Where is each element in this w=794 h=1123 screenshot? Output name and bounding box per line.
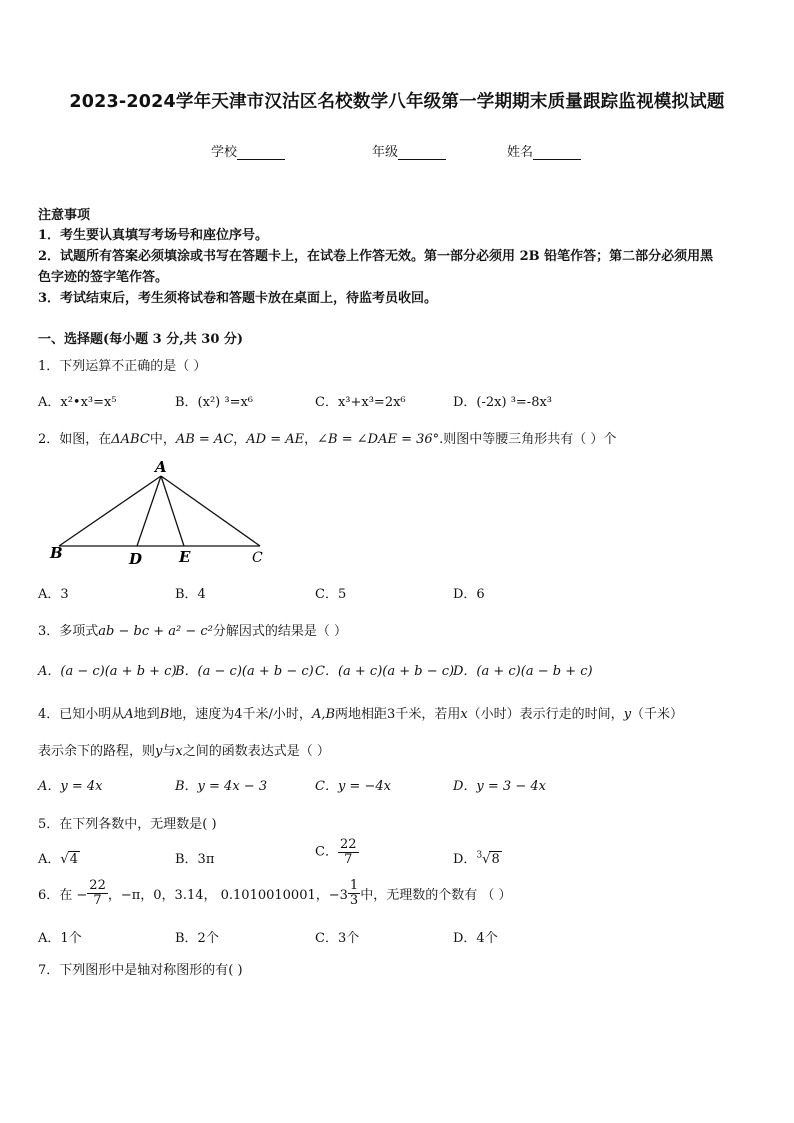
q1-option-a: A．x²•x³=x⁵ <box>38 395 117 410</box>
q3-option-a: A．(a − c)(a + b + c) <box>38 664 177 679</box>
q2-option-a: A．3 <box>38 587 69 602</box>
question-4-stem-line2: 表示余下的路程，则y与x之间的函数表达式是（ ） <box>38 744 330 759</box>
q2-option-c: C．5 <box>315 587 347 602</box>
q3-option-d: D．(a + c)(a − b + c) <box>453 664 593 679</box>
segment-ac <box>161 476 260 546</box>
question-2-stem: 2．如图，在ΔABC中，AB = AC，AD = AE，∠B = ∠DAE = 36°.则图中等腰三角形共有（ ）个 <box>38 432 617 447</box>
q2-option-d: D．6 <box>453 587 485 602</box>
notice-item: 3．考试结束后，考生须将试卷和答题卡放在桌面上，待监考员收回。 <box>38 291 438 306</box>
label-a: A <box>155 458 167 476</box>
q6-option-b: B．2个 <box>175 931 219 946</box>
q5-option-a: A．√4 <box>38 852 78 867</box>
exam-title: 2023-2024学年天津市汉沽区名校数学八年级第一学期期末质量跟踪监视模拟试题 <box>69 92 725 112</box>
q5-option-d: D．$^3$√8 <box>453 850 500 867</box>
q3-option-c: C．(a + c)(a + b − c) <box>315 664 455 679</box>
triangle-figure <box>45 458 275 570</box>
notice-item: 2．试题所有答案必须填涂或书写在答题卡上，在试卷上作答无效。第一部分必须用 2B 铅笔作答；第二部分必须用黑 <box>38 249 714 264</box>
question-6-stem: 6．在 − $\frac{22}{7}$ ，−π，0，3.14， 0.1010010001，−3 $\frac{1}{3}$ 中，无理数的个数有 （ ） <box>38 878 512 908</box>
segment-ab <box>59 476 161 546</box>
label-e: E <box>179 548 191 566</box>
q6-option-d: D．4个 <box>453 931 498 946</box>
segment-ae <box>161 476 184 546</box>
label-b: B <box>50 544 63 562</box>
label-c: C <box>252 550 263 566</box>
section-heading: 一、选择题(每小题 3 分,共 30 分) <box>38 332 244 347</box>
q4-option-a: A．y = 4x <box>38 779 103 794</box>
notice-item: 1．考生要认真填写考场号和座位序号。 <box>38 228 269 243</box>
q1-option-b: B．(x²) ³=x⁶ <box>175 395 254 410</box>
notice-heading: 注意事项 <box>38 208 91 223</box>
q2-option-b: B．4 <box>175 587 206 602</box>
segment-ad <box>137 476 161 546</box>
q4-option-d: D．y = 3 − 4x <box>453 779 546 794</box>
notice-item: 色字迹的签字笔作答。 <box>38 270 169 285</box>
grade-field: 年级 <box>372 141 446 160</box>
q4-option-c: C．y = −4x <box>315 779 391 794</box>
question-3-stem: 3．多项式ab − bc + a² − c²分解因式的结果是（ ） <box>38 624 348 639</box>
q3-option-b: B．(a − c)(a + b − c) <box>175 664 314 679</box>
question-1-stem: 1．下列运算不正确的是（ ） <box>38 359 207 374</box>
q1-option-c: C．x³+x³=2x⁶ <box>315 395 406 410</box>
name-field: 姓名 <box>507 141 581 160</box>
q1-option-d: D．(-2x) ³=-8x³ <box>453 395 553 410</box>
question-4-stem-line1: 4．已知小明从A地到B地，速度为4千米/小时，A,B两地相距3千米，若用x（小时）表示行走的时间，y（千米） <box>38 707 684 722</box>
q6-option-a: A．1个 <box>38 931 82 946</box>
q5-option-b: B．3π <box>175 852 215 867</box>
school-field: 学校 <box>211 141 285 160</box>
label-d: D <box>129 550 143 568</box>
q5-option-c: C． $\frac{22}{7}$ <box>315 837 357 867</box>
q6-option-c: C．3个 <box>315 931 360 946</box>
q4-option-b: B．y = 4x − 3 <box>175 779 268 794</box>
question-7-stem: 7．下列图形中是轴对称图形的有( ) <box>38 963 243 978</box>
question-5-stem: 5．在下列各数中，无理数是( ) <box>38 817 217 832</box>
